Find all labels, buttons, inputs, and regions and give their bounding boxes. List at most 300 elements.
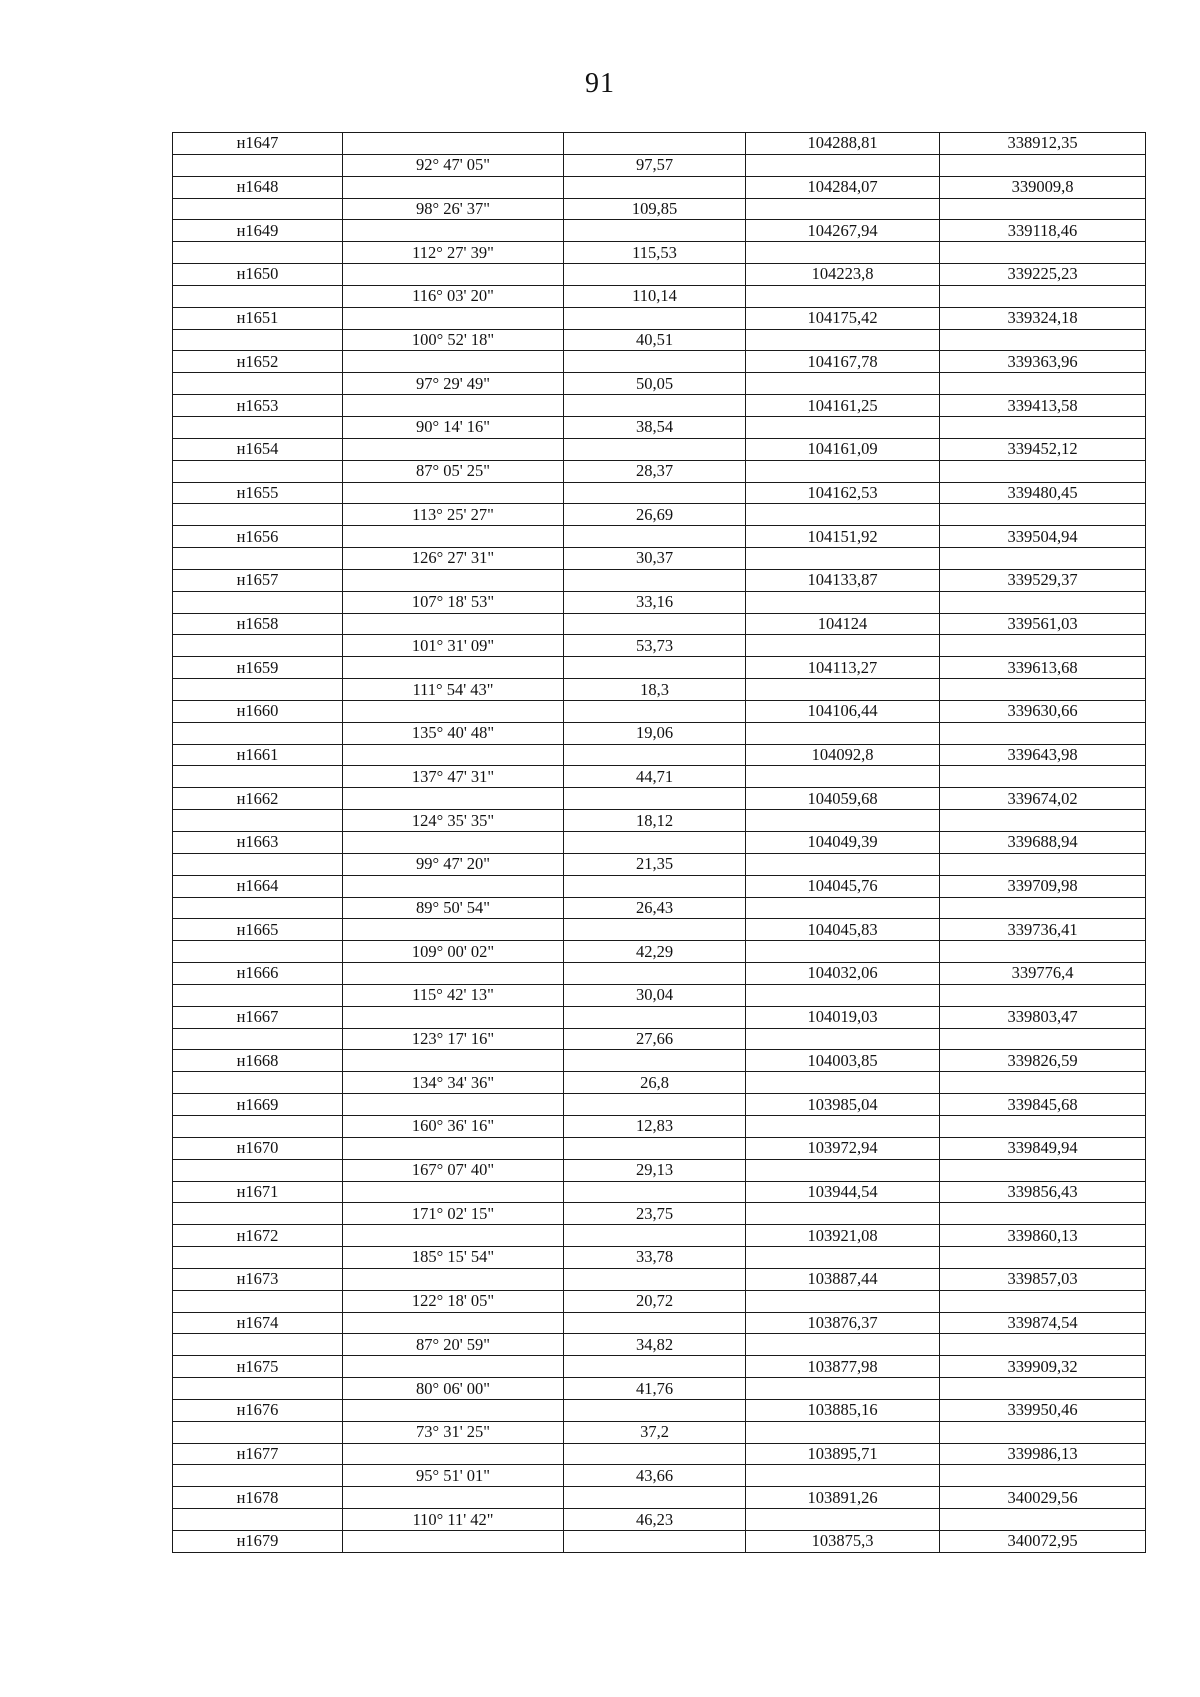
direction-angle-cell: 124° 35' 35" — [343, 810, 564, 832]
empty-cell — [173, 1159, 343, 1181]
direction-angle-cell: 112° 27' 39" — [343, 242, 564, 264]
segment-row — [173, 504, 1146, 526]
empty-cell — [343, 1487, 564, 1509]
distance-cell: 26,43 — [564, 897, 746, 919]
point-row — [173, 1006, 1146, 1028]
segment-row — [173, 1203, 1146, 1225]
y-coordinate-cell: 339363,96 — [940, 351, 1146, 373]
x-coordinate-cell: 104019,03 — [746, 1006, 940, 1028]
point-row — [173, 351, 1146, 373]
point-name-cell: н1669 — [173, 1094, 343, 1116]
empty-cell — [564, 700, 746, 722]
empty-cell — [746, 591, 940, 613]
empty-cell — [940, 679, 1146, 701]
empty-cell — [940, 1028, 1146, 1050]
distance-cell: 12,83 — [564, 1115, 746, 1137]
distance-cell: 27,66 — [564, 1028, 746, 1050]
empty-cell — [173, 416, 343, 438]
point-name-cell: н1667 — [173, 1006, 343, 1028]
point-name-cell: н1675 — [173, 1356, 343, 1378]
point-name-cell: н1649 — [173, 220, 343, 242]
direction-angle-cell: 137° 47' 31" — [343, 766, 564, 788]
point-row — [173, 700, 1146, 722]
empty-cell — [746, 198, 940, 220]
direction-angle-cell: 89° 50' 54" — [343, 897, 564, 919]
y-coordinate-cell: 339529,37 — [940, 569, 1146, 591]
y-coordinate-cell: 339643,98 — [940, 744, 1146, 766]
y-coordinate-cell: 339856,43 — [940, 1181, 1146, 1203]
empty-cell — [173, 1465, 343, 1487]
empty-cell — [343, 1006, 564, 1028]
distance-cell: 97,57 — [564, 154, 746, 176]
point-name-cell: н1653 — [173, 395, 343, 417]
distance-cell: 40,51 — [564, 329, 746, 351]
segment-row — [173, 635, 1146, 657]
empty-cell — [343, 1225, 564, 1247]
empty-cell — [564, 1531, 746, 1553]
empty-cell — [173, 504, 343, 526]
segment-row — [173, 853, 1146, 875]
y-coordinate-cell: 339225,23 — [940, 264, 1146, 286]
segment-row — [173, 1028, 1146, 1050]
empty-cell — [940, 810, 1146, 832]
x-coordinate-cell: 104288,81 — [746, 133, 940, 155]
empty-cell — [746, 1159, 940, 1181]
empty-cell — [564, 133, 746, 155]
empty-cell — [746, 1509, 940, 1531]
point-name-cell: н1648 — [173, 176, 343, 198]
empty-cell — [343, 526, 564, 548]
empty-cell — [343, 220, 564, 242]
x-coordinate-cell: 104106,44 — [746, 700, 940, 722]
distance-cell: 43,66 — [564, 1465, 746, 1487]
point-name-cell: н1672 — [173, 1225, 343, 1247]
y-coordinate-cell: 339413,58 — [940, 395, 1146, 417]
empty-cell — [940, 504, 1146, 526]
point-row — [173, 482, 1146, 504]
segment-row — [173, 154, 1146, 176]
distance-cell: 28,37 — [564, 460, 746, 482]
segment-row — [173, 242, 1146, 264]
empty-cell — [343, 395, 564, 417]
empty-cell — [746, 242, 940, 264]
y-coordinate-cell: 340072,95 — [940, 1531, 1146, 1553]
empty-cell — [173, 1072, 343, 1094]
direction-angle-cell: 135° 40' 48" — [343, 722, 564, 744]
empty-cell — [746, 285, 940, 307]
empty-cell — [746, 1247, 940, 1269]
point-name-cell: н1673 — [173, 1268, 343, 1290]
empty-cell — [564, 482, 746, 504]
distance-cell: 109,85 — [564, 198, 746, 220]
empty-cell — [940, 1247, 1146, 1269]
empty-cell — [343, 1050, 564, 1072]
point-row — [173, 264, 1146, 286]
empty-cell — [173, 242, 343, 264]
point-name-cell: н1647 — [173, 133, 343, 155]
x-coordinate-cell: 104167,78 — [746, 351, 940, 373]
empty-cell — [173, 285, 343, 307]
direction-angle-cell: 115° 42' 13" — [343, 984, 564, 1006]
x-coordinate-cell: 104175,42 — [746, 307, 940, 329]
y-coordinate-cell: 339803,47 — [940, 1006, 1146, 1028]
segment-row — [173, 1159, 1146, 1181]
point-name-cell: н1663 — [173, 832, 343, 854]
segment-row — [173, 198, 1146, 220]
empty-cell — [564, 438, 746, 460]
direction-angle-cell: 110° 11' 42" — [343, 1509, 564, 1531]
point-name-cell: н1661 — [173, 744, 343, 766]
x-coordinate-cell: 104284,07 — [746, 176, 940, 198]
empty-cell — [940, 460, 1146, 482]
segment-row — [173, 460, 1146, 482]
x-coordinate-cell: 104124 — [746, 613, 940, 635]
empty-cell — [173, 766, 343, 788]
distance-cell: 26,8 — [564, 1072, 746, 1094]
empty-cell — [173, 679, 343, 701]
empty-cell — [173, 1378, 343, 1400]
point-row — [173, 613, 1146, 635]
empty-cell — [940, 1509, 1146, 1531]
empty-cell — [746, 460, 940, 482]
segment-row — [173, 1465, 1146, 1487]
empty-cell — [343, 744, 564, 766]
y-coordinate-cell: 339630,66 — [940, 700, 1146, 722]
direction-angle-cell: 107° 18' 53" — [343, 591, 564, 613]
empty-cell — [564, 569, 746, 591]
empty-cell — [564, 657, 746, 679]
x-coordinate-cell: 104092,8 — [746, 744, 940, 766]
y-coordinate-cell: 339845,68 — [940, 1094, 1146, 1116]
distance-cell: 21,35 — [564, 853, 746, 875]
empty-cell — [940, 1334, 1146, 1356]
x-coordinate-cell: 104045,76 — [746, 875, 940, 897]
point-name-cell: н1652 — [173, 351, 343, 373]
empty-cell — [343, 133, 564, 155]
point-name-cell: н1678 — [173, 1487, 343, 1509]
direction-angle-cell: 122° 18' 05" — [343, 1290, 564, 1312]
point-row — [173, 963, 1146, 985]
empty-cell — [940, 1159, 1146, 1181]
point-row — [173, 1050, 1146, 1072]
empty-cell — [343, 832, 564, 854]
direction-angle-cell: 185° 15' 54" — [343, 1247, 564, 1269]
point-row — [173, 133, 1146, 155]
x-coordinate-cell: 104151,92 — [746, 526, 940, 548]
empty-cell — [746, 722, 940, 744]
point-name-cell: н1651 — [173, 307, 343, 329]
empty-cell — [746, 1028, 940, 1050]
y-coordinate-cell: 339674,02 — [940, 788, 1146, 810]
point-name-cell: н1662 — [173, 788, 343, 810]
segment-row — [173, 1334, 1146, 1356]
empty-cell — [564, 613, 746, 635]
y-coordinate-cell: 339736,41 — [940, 919, 1146, 941]
point-name-cell: н1677 — [173, 1443, 343, 1465]
empty-cell — [746, 635, 940, 657]
empty-cell — [343, 1312, 564, 1334]
segment-row — [173, 1247, 1146, 1269]
empty-cell — [343, 307, 564, 329]
empty-cell — [940, 198, 1146, 220]
empty-cell — [343, 1356, 564, 1378]
empty-cell — [746, 1334, 940, 1356]
y-coordinate-cell: 339709,98 — [940, 875, 1146, 897]
direction-angle-cell: 92° 47' 05" — [343, 154, 564, 176]
empty-cell — [940, 285, 1146, 307]
segment-row — [173, 548, 1146, 570]
page-number: 91 — [585, 68, 615, 99]
point-row — [173, 1094, 1146, 1116]
x-coordinate-cell: 104032,06 — [746, 963, 940, 985]
y-coordinate-cell: 339776,4 — [940, 963, 1146, 985]
y-coordinate-cell: 339860,13 — [940, 1225, 1146, 1247]
empty-cell — [173, 1509, 343, 1531]
empty-cell — [746, 1465, 940, 1487]
segment-row — [173, 591, 1146, 613]
point-row — [173, 657, 1146, 679]
point-row — [173, 832, 1146, 854]
y-coordinate-cell: 339118,46 — [940, 220, 1146, 242]
empty-cell — [343, 963, 564, 985]
empty-cell — [564, 1268, 746, 1290]
empty-cell — [940, 1290, 1146, 1312]
empty-cell — [343, 657, 564, 679]
x-coordinate-cell: 103895,71 — [746, 1443, 940, 1465]
point-row — [173, 875, 1146, 897]
point-row — [173, 1443, 1146, 1465]
point-name-cell: н1657 — [173, 569, 343, 591]
empty-cell — [746, 329, 940, 351]
empty-cell — [173, 853, 343, 875]
empty-cell — [173, 897, 343, 919]
distance-cell: 30,37 — [564, 548, 746, 570]
direction-angle-cell: 90° 14' 16" — [343, 416, 564, 438]
direction-angle-cell: 95° 51' 01" — [343, 1465, 564, 1487]
empty-cell — [564, 176, 746, 198]
empty-cell — [173, 1247, 343, 1269]
empty-cell — [564, 395, 746, 417]
empty-cell — [940, 1378, 1146, 1400]
y-coordinate-cell: 339009,8 — [940, 176, 1146, 198]
distance-cell: 46,23 — [564, 1509, 746, 1531]
point-name-cell: н1670 — [173, 1137, 343, 1159]
empty-cell — [564, 963, 746, 985]
empty-cell — [940, 897, 1146, 919]
empty-cell — [343, 700, 564, 722]
empty-cell — [746, 1072, 940, 1094]
distance-cell: 23,75 — [564, 1203, 746, 1225]
x-coordinate-cell: 104162,53 — [746, 482, 940, 504]
empty-cell — [940, 154, 1146, 176]
distance-cell: 115,53 — [564, 242, 746, 264]
segment-row — [173, 897, 1146, 919]
empty-cell — [173, 984, 343, 1006]
point-row — [173, 744, 1146, 766]
segment-row — [173, 1115, 1146, 1137]
empty-cell — [746, 1378, 940, 1400]
segment-row — [173, 1421, 1146, 1443]
direction-angle-cell: 99° 47' 20" — [343, 853, 564, 875]
empty-cell — [343, 569, 564, 591]
x-coordinate-cell: 103876,37 — [746, 1312, 940, 1334]
empty-cell — [564, 788, 746, 810]
distance-cell: 18,3 — [564, 679, 746, 701]
point-name-cell: н1671 — [173, 1181, 343, 1203]
y-coordinate-cell: 339826,59 — [940, 1050, 1146, 1072]
empty-cell — [173, 548, 343, 570]
point-row — [173, 1531, 1146, 1553]
distance-cell: 50,05 — [564, 373, 746, 395]
empty-cell — [940, 373, 1146, 395]
segment-row — [173, 766, 1146, 788]
point-name-cell: н1659 — [173, 657, 343, 679]
empty-cell — [343, 1094, 564, 1116]
distance-cell: 34,82 — [564, 1334, 746, 1356]
point-row — [173, 1399, 1146, 1421]
empty-cell — [343, 788, 564, 810]
x-coordinate-cell: 103972,94 — [746, 1137, 940, 1159]
point-name-cell: н1658 — [173, 613, 343, 635]
point-row — [173, 526, 1146, 548]
y-coordinate-cell: 339857,03 — [940, 1268, 1146, 1290]
point-row — [173, 1356, 1146, 1378]
empty-cell — [564, 1487, 746, 1509]
x-coordinate-cell: 103875,3 — [746, 1531, 940, 1553]
empty-cell — [940, 766, 1146, 788]
x-coordinate-cell: 103891,26 — [746, 1487, 940, 1509]
distance-cell: 26,69 — [564, 504, 746, 526]
empty-cell — [940, 1203, 1146, 1225]
segment-row — [173, 373, 1146, 395]
y-coordinate-cell: 339909,32 — [940, 1356, 1146, 1378]
empty-cell — [343, 1181, 564, 1203]
segment-row — [173, 285, 1146, 307]
point-name-cell: н1668 — [173, 1050, 343, 1072]
point-row — [173, 1181, 1146, 1203]
x-coordinate-cell: 104161,25 — [746, 395, 940, 417]
empty-cell — [746, 154, 940, 176]
distance-cell: 33,16 — [564, 591, 746, 613]
empty-cell — [343, 438, 564, 460]
distance-cell: 38,54 — [564, 416, 746, 438]
empty-cell — [564, 875, 746, 897]
empty-cell — [173, 373, 343, 395]
x-coordinate-cell: 104267,94 — [746, 220, 940, 242]
segment-row — [173, 1072, 1146, 1094]
empty-cell — [746, 1115, 940, 1137]
point-row — [173, 788, 1146, 810]
y-coordinate-cell: 338912,35 — [940, 133, 1146, 155]
empty-cell — [564, 919, 746, 941]
empty-cell — [746, 504, 940, 526]
y-coordinate-cell: 339480,45 — [940, 482, 1146, 504]
empty-cell — [746, 897, 940, 919]
empty-cell — [940, 1115, 1146, 1137]
empty-cell — [746, 984, 940, 1006]
y-coordinate-cell: 339986,13 — [940, 1443, 1146, 1465]
empty-cell — [940, 1421, 1146, 1443]
distance-cell: 33,78 — [564, 1247, 746, 1269]
distance-cell: 30,04 — [564, 984, 746, 1006]
empty-cell — [940, 591, 1146, 613]
empty-cell — [564, 307, 746, 329]
direction-angle-cell: 123° 17' 16" — [343, 1028, 564, 1050]
empty-cell — [173, 1290, 343, 1312]
empty-cell — [746, 1203, 940, 1225]
x-coordinate-cell: 103985,04 — [746, 1094, 940, 1116]
y-coordinate-cell: 339688,94 — [940, 832, 1146, 854]
empty-cell — [940, 242, 1146, 264]
point-name-cell: н1674 — [173, 1312, 343, 1334]
empty-cell — [940, 416, 1146, 438]
distance-cell: 42,29 — [564, 941, 746, 963]
point-name-cell: н1665 — [173, 919, 343, 941]
empty-cell — [343, 176, 564, 198]
direction-angle-cell: 101° 31' 09" — [343, 635, 564, 657]
direction-angle-cell: 111° 54' 43" — [343, 679, 564, 701]
segment-row — [173, 329, 1146, 351]
y-coordinate-cell: 339613,68 — [940, 657, 1146, 679]
empty-cell — [343, 1137, 564, 1159]
empty-cell — [343, 613, 564, 635]
direction-angle-cell: 109° 00' 02" — [343, 941, 564, 963]
point-row — [173, 569, 1146, 591]
distance-cell: 18,12 — [564, 810, 746, 832]
segment-row — [173, 1509, 1146, 1531]
empty-cell — [746, 941, 940, 963]
point-row — [173, 919, 1146, 941]
segment-row — [173, 722, 1146, 744]
empty-cell — [746, 766, 940, 788]
y-coordinate-cell: 339504,94 — [940, 526, 1146, 548]
distance-cell: 20,72 — [564, 1290, 746, 1312]
x-coordinate-cell: 104113,27 — [746, 657, 940, 679]
empty-cell — [173, 1421, 343, 1443]
empty-cell — [564, 1356, 746, 1378]
empty-cell — [343, 264, 564, 286]
segment-row — [173, 1378, 1146, 1400]
empty-cell — [564, 1006, 746, 1028]
empty-cell — [940, 722, 1146, 744]
point-row — [173, 395, 1146, 417]
empty-cell — [564, 1050, 746, 1072]
x-coordinate-cell: 104133,87 — [746, 569, 940, 591]
empty-cell — [343, 351, 564, 373]
empty-cell — [173, 941, 343, 963]
point-name-cell: н1654 — [173, 438, 343, 460]
empty-cell — [343, 1268, 564, 1290]
point-row — [173, 1312, 1146, 1334]
empty-cell — [173, 460, 343, 482]
y-coordinate-cell: 340029,56 — [940, 1487, 1146, 1509]
distance-cell: 29,13 — [564, 1159, 746, 1181]
empty-cell — [746, 853, 940, 875]
x-coordinate-cell: 103877,98 — [746, 1356, 940, 1378]
empty-cell — [940, 853, 1146, 875]
empty-cell — [564, 1181, 746, 1203]
point-name-cell: н1656 — [173, 526, 343, 548]
empty-cell — [940, 635, 1146, 657]
distance-cell: 110,14 — [564, 285, 746, 307]
direction-angle-cell: 126° 27' 31" — [343, 548, 564, 570]
point-name-cell: н1679 — [173, 1531, 343, 1553]
x-coordinate-cell: 104059,68 — [746, 788, 940, 810]
y-coordinate-cell: 339324,18 — [940, 307, 1146, 329]
coordinates-table-body — [173, 133, 1146, 1553]
point-name-cell: н1676 — [173, 1399, 343, 1421]
empty-cell — [940, 329, 1146, 351]
